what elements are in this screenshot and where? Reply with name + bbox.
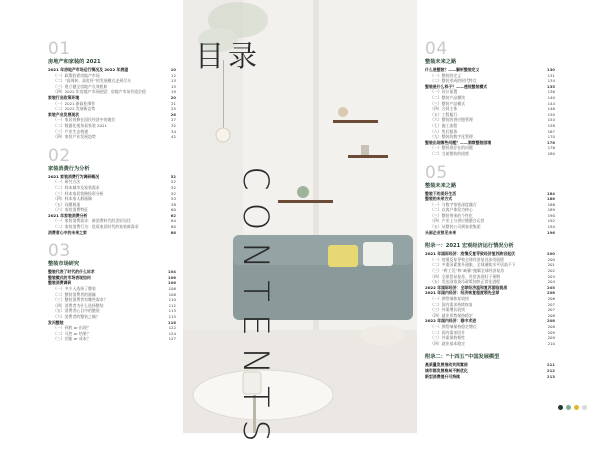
toc-entry-title: （五）消费者心目中的整装 bbox=[53, 308, 100, 314]
toc-list bbox=[425, 191, 555, 236]
toc-entry-page: 176 bbox=[547, 145, 555, 151]
toc-entry-page: 208 bbox=[546, 318, 555, 324]
toc-entry-title: （五）工程履行 bbox=[430, 111, 458, 117]
toc-entry-page: 186 bbox=[547, 201, 555, 207]
toc-entry-title: （四）消费者为什么选择整装 bbox=[53, 302, 104, 308]
toc-entry-page: 135 bbox=[546, 83, 555, 89]
toc-entry-page: 146 bbox=[547, 106, 555, 112]
toc-entry-title: （五）问题框架 bbox=[53, 201, 81, 207]
toc-entry-title: （四）全球贸易复苏，外贸表现好于预期 bbox=[430, 273, 501, 279]
toc-entry-page: 208 bbox=[547, 323, 555, 329]
toc-entry-title: 整装代表了时代的什么诉求 bbox=[48, 269, 95, 275]
toc-entry-page: 25 bbox=[171, 106, 176, 112]
toc-entry-page: 150 bbox=[547, 111, 555, 117]
toc-entry-page: 113 bbox=[168, 308, 176, 314]
spacer bbox=[425, 235, 555, 242]
section-title: 整装市场研究 bbox=[48, 261, 80, 268]
toc-entry-title: 家装产业发展现状 bbox=[48, 111, 80, 117]
toc-entry-title: （三）外需保持韧性 bbox=[430, 335, 466, 341]
toc-entry-title: （五）发达国家货币政策加快正常化进程 bbox=[430, 279, 501, 285]
toc-entry-page: 42 bbox=[171, 134, 176, 140]
toc-list bbox=[48, 174, 176, 236]
section-title: 房地产和家装的 2021 bbox=[48, 59, 101, 65]
toc-entry-page: 60 bbox=[171, 207, 176, 213]
toc-entry-title: （九）整装的数字化管理 bbox=[430, 134, 473, 140]
appendix-title: 附录二：“十四五”中国发展模型 bbox=[425, 354, 500, 361]
toc-right-column bbox=[425, 40, 555, 379]
section-number: 05 bbox=[425, 162, 448, 183]
toc-entry-page: 212 bbox=[546, 367, 555, 373]
toc-entry-page: 124 bbox=[168, 330, 176, 336]
toc-entry-title: （三）功能 or 成本？ bbox=[53, 336, 91, 342]
toc-entry-title: （五）从整装公司到家装集团 bbox=[430, 224, 481, 230]
toc-entry-title: （三）样本家居装修投资分析 bbox=[53, 190, 104, 196]
toc-entry-page: 136 bbox=[547, 89, 555, 95]
toc-entry-title: （一）家居装修在国民经济中的地位 bbox=[53, 117, 116, 123]
toc-entry-title: （二）可控 or 结果？ bbox=[53, 330, 91, 336]
toc-entry-title: （四）产业上与供应链整合运营 bbox=[430, 218, 485, 224]
toc-entry-page: 208 bbox=[547, 312, 555, 318]
toc-entry-title: 2021 年房地产市场运行情况及 2022 年展望 bbox=[48, 67, 129, 72]
toc-entry-title: 家装行业政策环境 bbox=[48, 94, 80, 100]
toc-entry-title: （一）与数字家装深度融合 bbox=[430, 201, 477, 207]
toc-entry-title: （一）疫情反复导致全球经济复苏步伐放缓 bbox=[430, 256, 504, 262]
toc-entry-title: 高质量发展推动共同富裕 bbox=[425, 362, 468, 368]
section-title: 整装未来之路 bbox=[425, 59, 457, 65]
toc-entry-title: （一）政策收紧房地产市场 bbox=[53, 72, 100, 78]
toc-entry-title: （一）整装的定义 bbox=[430, 72, 462, 78]
toc-entry-page: 207 bbox=[547, 307, 555, 313]
toc-entry-page: 52 bbox=[171, 179, 176, 185]
toc-entry-page: 127 bbox=[168, 336, 176, 342]
toc-entry-title: （二）多重因素推升通胀，全球通胀水平居高不下 bbox=[430, 262, 516, 268]
toc-entry-title: （三）产业生态构建 bbox=[53, 128, 89, 134]
toc-entry-title: （三）整装消费者有哪些需求？ bbox=[53, 297, 108, 303]
toc-entry-title: 头部企业预见未来 bbox=[425, 229, 457, 235]
toc-entry-page: 62 bbox=[170, 212, 176, 218]
toc-entry-page: 209 bbox=[547, 335, 555, 341]
toc-entry-title: 2022 年国内经济：稳中求进 bbox=[425, 318, 477, 324]
toc-entry-page: 211 bbox=[546, 362, 555, 368]
appendix-1 bbox=[425, 243, 555, 346]
toc-list bbox=[425, 362, 555, 379]
toc-entry-page: 20 bbox=[170, 94, 176, 100]
toc-entry-page: 201 bbox=[547, 262, 555, 268]
toc-entry-page: 204 bbox=[547, 279, 555, 285]
toc-entry-title: （三）外需增长较快 bbox=[430, 307, 466, 313]
toc-entry-title: 新型消费提升可持续 bbox=[425, 373, 461, 379]
toc-entry-page: 115 bbox=[168, 314, 176, 319]
toc-entry-title: （四）2022 年房地产市场展望：房地产市场有望企稳 bbox=[53, 89, 146, 95]
toc-entry-title: （三）“两工荒”和“缺蓄”拖累全球经济复苏 bbox=[430, 268, 505, 274]
toc-entry-page: 104 bbox=[167, 269, 176, 275]
toc-entry-page: 106 bbox=[167, 280, 176, 286]
toc-entry-page: 134 bbox=[547, 78, 555, 84]
toc-entry-page: 86 bbox=[170, 229, 176, 235]
toc-entry-title: （四）合同主体 bbox=[430, 106, 458, 112]
toc-entry-page: 202 bbox=[547, 268, 555, 274]
toc-entry-title: （一）设计前置 bbox=[430, 89, 458, 95]
toc-entry-page: 21 bbox=[171, 100, 176, 106]
toc-entry-page: 26 bbox=[170, 111, 176, 117]
toc-entry-page: 10 bbox=[170, 67, 176, 72]
toc-entry-title: 2021 年国际经济：疫情反复导致经济复苏跌宕起伏 bbox=[425, 251, 515, 257]
toc-list bbox=[48, 67, 176, 140]
toc-entry[interactable] bbox=[48, 336, 176, 342]
toc-entry-page: 200 bbox=[547, 256, 555, 262]
toc-entry-page: 144 bbox=[547, 100, 555, 106]
toc-entry-title: 2021 家装消费行为调研概况 bbox=[48, 173, 100, 179]
toc-entry-title: （四）家装产业发展趋势 bbox=[53, 134, 96, 140]
toc-entry-title: （三）建立健全房地产长效机制 bbox=[53, 83, 108, 89]
toc-entry-title: （四）就业基本稳定 bbox=[430, 340, 466, 346]
toc-entry-page: 140 bbox=[547, 94, 555, 100]
dot-light-green bbox=[566, 405, 571, 410]
toc-entry-title: 2021 年家装消费分析 bbox=[48, 212, 88, 218]
toc-entry-page: 196 bbox=[546, 229, 555, 235]
toc-entry-page: 131 bbox=[547, 72, 555, 78]
toc-entry-title: 整装的未来方式 bbox=[425, 196, 453, 202]
toc-left-column bbox=[48, 40, 176, 342]
toc-list bbox=[425, 251, 555, 346]
toc-entry-page: 130 bbox=[546, 67, 555, 72]
toc-entry-title: （一）整装现存在的问题 bbox=[430, 145, 473, 151]
toc-entry-page: 200 bbox=[546, 251, 555, 257]
toc-entry-title: （二）整装形成的时代特点 bbox=[430, 78, 477, 84]
toc-entry-page: 207 bbox=[547, 301, 555, 307]
toc-entry-title: （二）家装消费行为：优质家居时代的家装新需求 bbox=[53, 224, 139, 230]
toc-entry-page: 190 bbox=[547, 212, 555, 218]
toc-entry-page: 189 bbox=[547, 207, 555, 213]
dot-dark-green bbox=[558, 405, 563, 410]
section-03 bbox=[48, 242, 176, 342]
toc-entry-page: 154 bbox=[547, 117, 555, 123]
title-english: CONTENTS bbox=[235, 166, 275, 454]
toc-entry-page: 210 bbox=[547, 340, 555, 346]
toc-entry-page: 13 bbox=[171, 78, 176, 84]
section-title: 家装消费行为分析 bbox=[48, 165, 90, 172]
toc-entry-title: 整装下的美好生活 bbox=[425, 190, 457, 196]
toc-entry-title: （二）整装产品模块 bbox=[430, 94, 466, 100]
section-number: 01 bbox=[48, 39, 71, 59]
spacer bbox=[425, 346, 555, 353]
section-05 bbox=[425, 164, 555, 236]
toc-list bbox=[425, 67, 555, 157]
toc-entry-title: （四）就业形势保持稳定 bbox=[430, 312, 473, 318]
toc-entry-page: 205 bbox=[546, 284, 555, 290]
title-chinese: 目录 bbox=[195, 39, 262, 73]
toc-entry-title: 2021 年国内经济：经济恢复程度领先全球 bbox=[425, 290, 500, 296]
appendix-title: 附录一：2021 宏观经济运行情况分析 bbox=[425, 243, 514, 250]
toc-entry-title: （一）2021 新政松绑作 bbox=[53, 100, 96, 106]
toc-entry-page: 180 bbox=[547, 150, 555, 156]
toc-entry-title: 什么是整装？——解析整装定义 bbox=[425, 67, 480, 72]
toc-entry-title: （二）当前整装的困惑 bbox=[430, 150, 469, 156]
toc-entry-title: （一）供给端保持稳定增长 bbox=[430, 323, 477, 329]
toc-entry-title: 2022 年国际经济：全球经济温和复苏面临挑战 bbox=[425, 284, 508, 290]
toc-entry-title: （六）消费者的整装之痛？ bbox=[53, 314, 100, 319]
toc-entry-page: 206 bbox=[547, 296, 555, 301]
toc-entry-title: （一）多少人选择了整装 bbox=[53, 286, 96, 292]
toc-entry-title: 城市群发展格局不断优化 bbox=[425, 367, 468, 373]
toc-entry-page: 158 bbox=[547, 122, 555, 128]
toc-entry-title: （三）整装带来的个性化 bbox=[430, 212, 473, 218]
toc-entry-title: 整装模式的市场表现如何 bbox=[48, 274, 91, 280]
toc-entry-title: 整装是什么样子？——透视整装模式 bbox=[425, 83, 488, 89]
toc-entry-page: 106 bbox=[168, 286, 176, 292]
toc-entry-title: 消费者心中的未来之家 bbox=[48, 229, 87, 235]
toc-entry-page: 186 bbox=[546, 196, 555, 202]
toc-entry-page: 106 bbox=[167, 274, 176, 280]
toc-entry-page: 194 bbox=[547, 224, 555, 230]
toc-list bbox=[48, 269, 176, 342]
toc-entry-page: 184 bbox=[546, 190, 555, 196]
section-04 bbox=[425, 40, 555, 157]
toc-entry-page: 209 bbox=[547, 329, 555, 335]
color-dots bbox=[558, 405, 587, 410]
toc-entry-title: 整装出现哪些问题？——洞察整装困境 bbox=[425, 139, 492, 145]
toc-entry-page: 27 bbox=[171, 117, 176, 123]
dot-grey bbox=[582, 405, 587, 410]
appendix-2 bbox=[425, 354, 555, 379]
toc-entry-title: （二）“高周转、高杠杆”的发展模式走到尽头 bbox=[53, 78, 131, 84]
toc-entry-title: （四）样本家人群画像 bbox=[53, 196, 92, 202]
toc-entry-title: 整装消费调研 bbox=[48, 280, 72, 286]
toc-entry-page: 12 bbox=[171, 72, 176, 78]
toc-entry-title: （一）到底 or 出现？ bbox=[53, 325, 91, 331]
toc-entry-page: 108 bbox=[168, 291, 176, 297]
section-number: 02 bbox=[48, 145, 71, 166]
toc-entry-title: （八）售后服务 bbox=[430, 128, 458, 134]
toc-entry-page: 112 bbox=[168, 302, 176, 308]
toc-entry-page: 32 bbox=[171, 122, 176, 128]
toc-entry-page: 80 bbox=[171, 224, 176, 230]
toc-entry-page: 110 bbox=[168, 297, 176, 303]
toc-entry-title: （二）国内需求持续恢复 bbox=[430, 301, 473, 307]
toc-entry-title: （一）供给端恢复较快 bbox=[430, 296, 469, 301]
toc-entry-title: （六）家装消费特征 bbox=[53, 207, 89, 213]
toc-entry-page: 52 bbox=[171, 184, 176, 190]
toc-entry-page: 203 bbox=[547, 273, 555, 279]
toc-entry-page: 15 bbox=[171, 83, 176, 89]
toc-entry-page: 58 bbox=[171, 201, 176, 207]
toc-entry-title: （一）研究方法 bbox=[53, 179, 81, 185]
toc-entry-page: 116 bbox=[167, 319, 176, 325]
toc-entry-page: 52 bbox=[170, 173, 176, 179]
section-number: 03 bbox=[48, 241, 71, 262]
toc-entry-page: 19 bbox=[171, 89, 176, 95]
toc-entry[interactable] bbox=[425, 374, 555, 380]
toc-entry-title: （二）数据化视角看家装 2021 bbox=[53, 122, 107, 128]
toc-entry-page: 170 bbox=[547, 134, 555, 140]
toc-entry-title: （一）家装消费需求：新消费时代的美好居住 bbox=[53, 218, 131, 224]
toc-entry-page: 206 bbox=[546, 290, 555, 296]
toc-entry-title: （三）整装产品模式 bbox=[430, 100, 466, 106]
section-number: 04 bbox=[425, 39, 448, 59]
toc-entry-page: 213 bbox=[546, 373, 555, 379]
dot-yellow bbox=[574, 405, 579, 410]
toc-entry-page: 64 bbox=[171, 218, 176, 224]
toc-entry-title: 发问整装 bbox=[48, 319, 64, 325]
section-title: 整装未来之路 bbox=[425, 182, 457, 189]
toc-entry-page: 192 bbox=[547, 218, 555, 224]
toc-entry-page: 122 bbox=[168, 325, 176, 331]
section-01 bbox=[48, 40, 176, 140]
toc-entry-page: 53 bbox=[171, 196, 176, 202]
toc-entry-page: 167 bbox=[547, 128, 555, 134]
section-02 bbox=[48, 147, 176, 236]
toc-entry-title: （六）整装的供应链管理 bbox=[430, 117, 473, 123]
toc-entry-title: （二）2022 发展新态势 bbox=[53, 106, 96, 112]
toc-entry-page: 176 bbox=[546, 139, 555, 145]
toc-entry-title: （七）施工流程 bbox=[430, 122, 458, 128]
toc-entry-title: （二）国内需求回升 bbox=[430, 329, 466, 335]
toc-entry-page: 34 bbox=[171, 128, 176, 134]
toc-entry-title: （二）以客户体验为核心 bbox=[430, 207, 473, 213]
toc-entry-page: 52 bbox=[171, 190, 176, 196]
toc-entry-title: （二）整装消费者的画像 bbox=[53, 291, 96, 297]
toc-entry-title: （二）样本城市及家装需求 bbox=[53, 184, 100, 190]
